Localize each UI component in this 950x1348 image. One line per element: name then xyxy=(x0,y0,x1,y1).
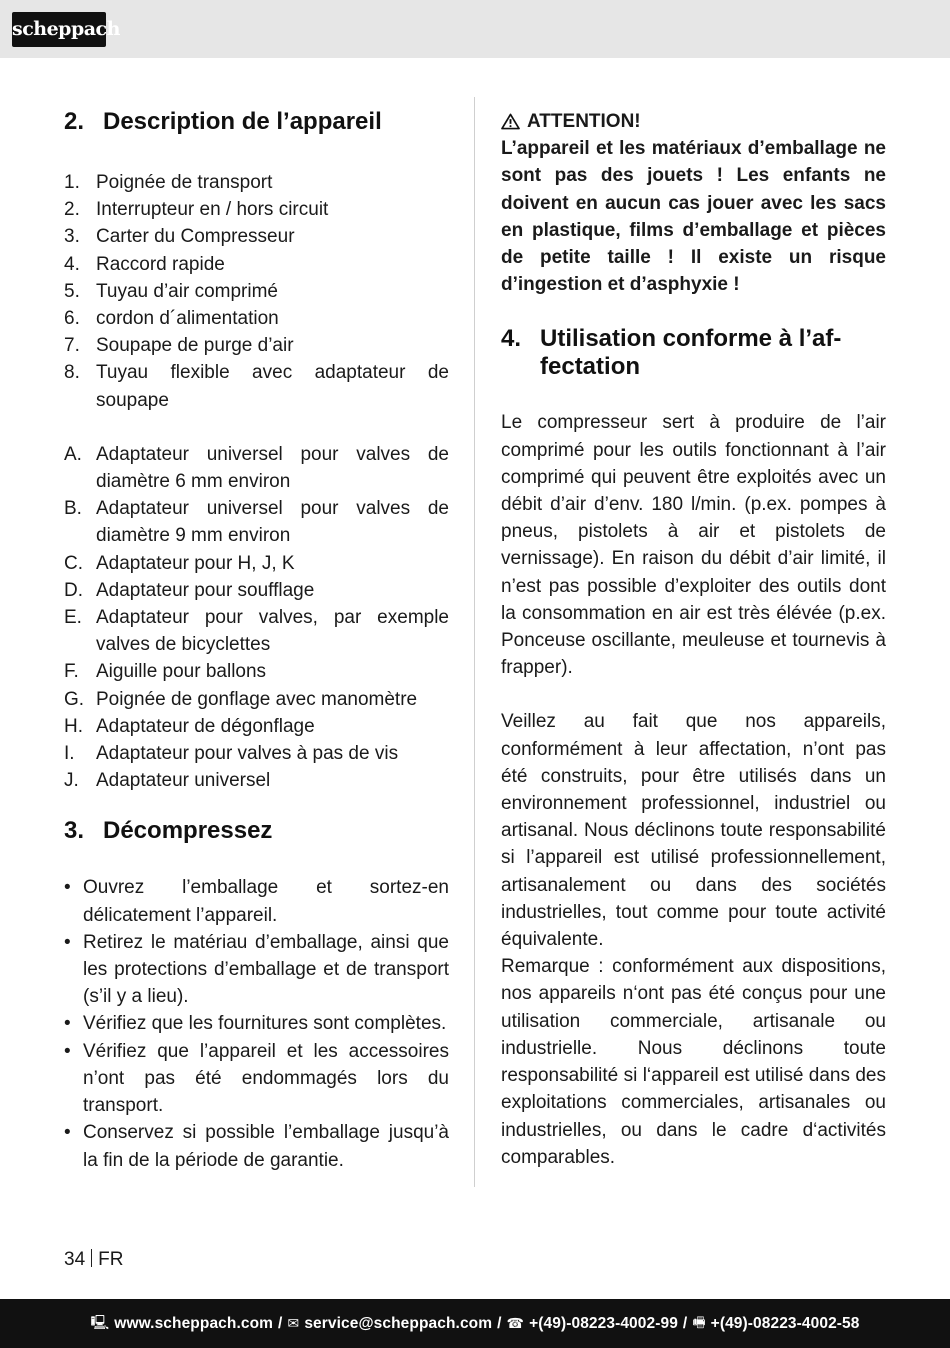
list-item xyxy=(64,929,449,1011)
section-number: 2. xyxy=(64,108,85,135)
footer-separator: / xyxy=(497,1314,502,1332)
list-item-text: Vérifiez que l’appareil et les accessoires n’ont pas été endommagés lors du transport. xyxy=(83,1040,449,1117)
list-item-text: Aiguille pour ballons xyxy=(96,661,267,683)
list-item-text: Tuyau flexible avec adaptateur de soupape xyxy=(96,362,449,411)
bullet-marker: • xyxy=(64,1040,71,1062)
list-item xyxy=(64,169,449,196)
fax-icon: 🖷 xyxy=(692,1314,706,1331)
list-item xyxy=(64,495,449,549)
list-item-marker: G. xyxy=(64,688,85,710)
parts-list xyxy=(64,169,449,414)
list-item-text: cordon d´alimentation xyxy=(96,308,279,330)
list-item-marker: C. xyxy=(64,552,83,574)
page-header xyxy=(0,0,950,58)
list-item-marker: B. xyxy=(64,498,82,520)
list-item-text: Adaptateur pour H, J, K xyxy=(96,552,295,574)
professional-use-paragraph: Veillez au fait que nos appareils, conformément à leur affectation, n’ont pas été construits, pour être utilisés dans un environnement professionnel, industriel ou artisanal. Nous déclinons toute responsabilité si l’appareil est utilisé professionnellement, artisanalement ou dans des sociétés industrielles, tout comme pour toute activité équivalente. xyxy=(501,711,886,951)
list-item xyxy=(64,713,449,740)
list-item-text: Poignée de transport xyxy=(96,172,273,193)
list-item xyxy=(64,305,449,332)
list-item-marker: I. xyxy=(64,743,75,765)
list-item xyxy=(64,604,449,658)
section-number: 3. xyxy=(64,817,85,845)
list-item-text: Adaptateur universel pour valves de diamètre 6 mm environ xyxy=(96,443,449,493)
list-item-text: Retirez le matériau d’emballage, ainsi que les protections d’emballage et de transport (s’il y a lieu). xyxy=(83,931,449,1008)
list-item-marker: 1. xyxy=(64,172,80,193)
page-number-divider xyxy=(91,1249,92,1267)
section-title: Description de l’appareil xyxy=(103,108,382,135)
section-number: 4. xyxy=(501,325,522,353)
page-number-value: 34 xyxy=(64,1249,86,1270)
attention-box xyxy=(501,108,886,298)
list-item-text: Poignée de gonflage avec manomètre xyxy=(96,688,418,710)
list-item-text: Carter du Compresseur xyxy=(96,226,295,248)
footer-phone: +(49)-08223-4002-99 xyxy=(529,1314,678,1332)
list-item xyxy=(64,658,449,685)
list-item-text: Adaptateur pour soufflage xyxy=(96,579,315,601)
list-item-text: Ouvrez l’emballage et sortez-en délicatement l’appareil. xyxy=(83,877,449,926)
section-title-line-2: fectation xyxy=(540,353,641,381)
list-item-marker: D. xyxy=(64,579,83,601)
list-item-marker: 4. xyxy=(64,253,80,275)
list-item xyxy=(64,196,449,223)
list-item-marker: 8. xyxy=(64,362,80,384)
section-2-heading xyxy=(64,108,449,136)
list-item xyxy=(64,441,449,495)
list-item-marker: 5. xyxy=(64,280,80,302)
list-item-text: Adaptateur pour valves, par exemple valves de bicyclettes xyxy=(96,607,449,656)
list-item xyxy=(64,686,449,713)
list-item-text: Tuyau d’air comprimé xyxy=(96,280,278,302)
list-item-marker: 6. xyxy=(64,308,80,330)
right-column xyxy=(501,108,886,1171)
list-item-marker: A. xyxy=(64,443,82,465)
page-language: FR xyxy=(98,1249,124,1270)
list-item-marker: 7. xyxy=(64,335,80,357)
list-item-text: Vérifiez que les fournitures sont complètes. xyxy=(83,1013,447,1035)
intended-use-paragraph: Le compresseur sert à produire de l’air comprimé pour les outils fonctionnant à l’air comprimé qui peuvent être exploités avec un débit d’air d’env. 180 l/min. (p.ex. pompes à pneus, pistolets à air et pistolets de vernissage). En raison du débit d’air limité, il n’est pas possible d’exploiter des outils dont la consommation en air est très élévée (p.ex. Ponceuse oscillante, meuleuse et tournevis à frapper). xyxy=(501,412,886,679)
section-title: Décompressez xyxy=(103,817,273,845)
section-4-heading xyxy=(501,325,886,381)
email-icon: ✉ xyxy=(287,1315,300,1332)
footer-website: www.scheppach.com xyxy=(114,1314,274,1332)
section-title xyxy=(540,325,841,381)
section-3-heading xyxy=(64,817,449,845)
list-item xyxy=(64,1038,449,1120)
attention-title-row xyxy=(501,108,886,135)
list-item xyxy=(64,550,449,577)
page-footer xyxy=(0,1299,950,1348)
remark-paragraph: Remarque : conformément aux dispositions, nos appareils n‘ont pas été conçus pour une utilisation commerciale, artisanale ou industrielle. Nous déclinons toute responsabilité si l‘appareil est utilisé dans des exploitations commerciales, artisanales ou industrielles, ou dans le cadre d‘activités comparables. xyxy=(501,956,886,1168)
list-item-text: Conservez si possible l’emballage jusqu’à la fin de la période de garantie. xyxy=(83,1122,449,1171)
unpack-bullet-list xyxy=(64,874,449,1173)
list-item-marker: E. xyxy=(64,607,82,629)
column-divider xyxy=(474,97,475,1187)
list-item xyxy=(64,1010,449,1037)
footer-separator: / xyxy=(682,1314,688,1332)
list-item xyxy=(64,359,449,413)
list-item xyxy=(64,251,449,278)
footer-separator: / xyxy=(278,1314,283,1332)
brand-logo: scheppach xyxy=(12,12,106,47)
attention-title: ATTENTION! xyxy=(527,111,641,132)
bullet-marker: • xyxy=(64,1122,71,1144)
list-item xyxy=(64,740,449,767)
page-number xyxy=(64,1247,123,1273)
list-item-marker: 3. xyxy=(64,226,80,248)
list-item xyxy=(64,1119,449,1173)
bullet-marker: • xyxy=(64,931,71,953)
list-item xyxy=(64,278,449,305)
bullet-marker: • xyxy=(64,877,71,899)
footer-fax: +(49)-08223-4002-58 xyxy=(710,1314,860,1332)
list-item-marker: H. xyxy=(64,715,83,737)
list-item-text: Raccord rapide xyxy=(96,253,225,275)
attention-text: L’appareil et les matériaux d’emballage ne sont pas des jouets ! Les enfants ne doivent en aucun cas jouer avec les sacs en plastique, films d’emballage et pièces de petite taille ! Il existe un risque d’ingestion et d’asphyxie ! xyxy=(501,138,886,296)
list-item-text: Soupape de purge d’air xyxy=(96,335,294,357)
list-item-text: Adaptateur de dégonflage xyxy=(96,715,315,737)
left-column xyxy=(64,108,449,1174)
footer-email: service@scheppach.com xyxy=(304,1314,493,1332)
computer-icon: 🖳 xyxy=(90,1314,110,1331)
accessories-list xyxy=(64,441,449,795)
list-item xyxy=(64,767,449,794)
list-item xyxy=(64,874,449,928)
list-item-marker: J. xyxy=(64,770,79,792)
phone-icon: ☎ xyxy=(506,1315,525,1332)
bullet-marker: • xyxy=(64,1013,71,1035)
section-title-line-1: Utilisation conforme à l’af- xyxy=(540,325,842,353)
list-item-marker: F. xyxy=(64,661,79,683)
list-item-text: Adaptateur pour valves à pas de vis xyxy=(96,743,399,765)
list-item-text: Adaptateur universel pour valves de diamètre 9 mm environ xyxy=(96,498,449,547)
list-item xyxy=(64,332,449,359)
list-item xyxy=(64,223,449,250)
list-item-text: Interrupteur en / hors circuit xyxy=(96,199,329,221)
warning-triangle-icon xyxy=(501,113,520,130)
list-item-marker: 2. xyxy=(64,199,80,221)
list-item xyxy=(64,577,449,604)
list-item-text: Adaptateur universel xyxy=(96,770,271,792)
